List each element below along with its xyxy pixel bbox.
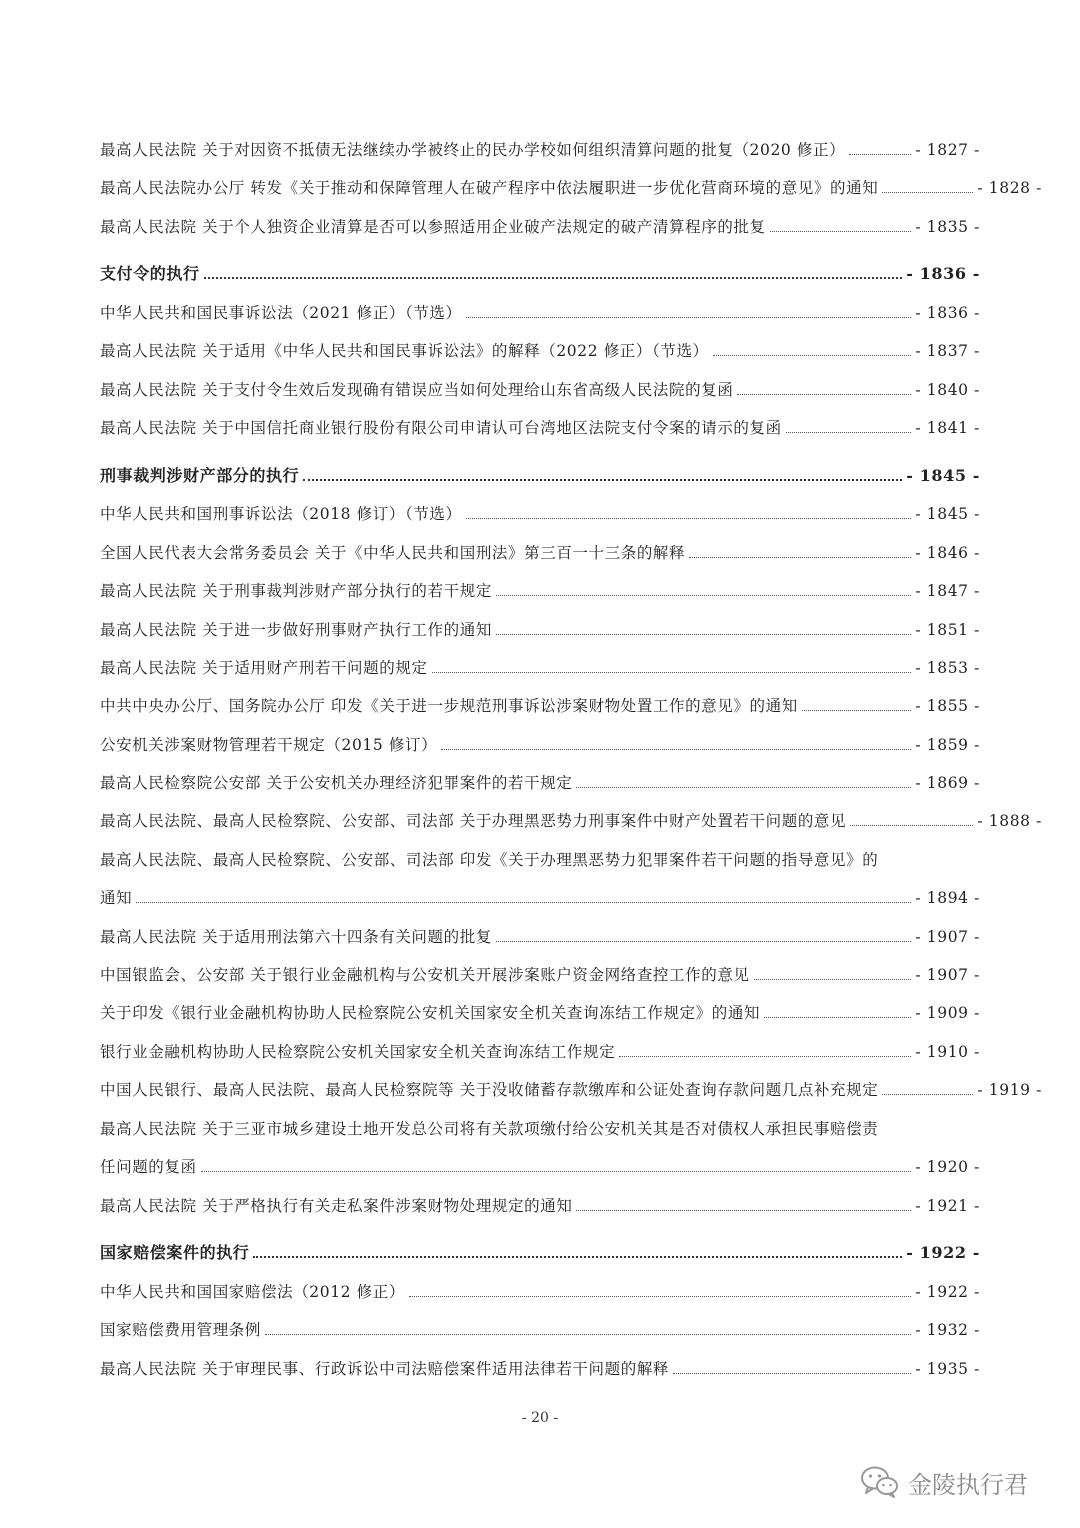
dot-leader [849, 154, 911, 155]
toc-entry[interactable] [100, 767, 980, 793]
dot-leader [713, 355, 912, 356]
toc-entry-continuation[interactable] [100, 1151, 980, 1177]
dot-leader [619, 1056, 911, 1057]
dot-leader [496, 634, 911, 635]
toc-entry[interactable] [100, 1036, 980, 1062]
toc-entry[interactable] [100, 614, 980, 640]
toc-entry-title: 中国人民银行、最高人民法院、最高人民检察院等 关于没收储蓄存款缴库和公证处查询存款问题几点补充规定 [100, 1081, 879, 1099]
toc-entry[interactable] [100, 921, 980, 947]
toc-entry-title: 银行业金融机构协助人民检察院公安机关国家安全机关查询冻结工作规定 [100, 1043, 616, 1061]
toc-entry-title: 中华人民共和国国家赔偿法（2012 修正） [100, 1283, 405, 1301]
toc-entry[interactable] [100, 134, 980, 160]
toc-entry-page: - 1835 - [915, 218, 980, 236]
toc-entry-title: 最高人民法院 关于三亚市城乡建设土地开发总公司将有关款项缴付给公安机关其是否对债权人承担民事赔偿责 [100, 1120, 879, 1138]
toc-entry-page: - 1920 - [915, 1158, 980, 1176]
toc-entry[interactable] [100, 211, 980, 237]
toc-entry[interactable] [100, 412, 980, 438]
toc-entry-title: 最高人民检察院公安部 关于公安机关办理经济犯罪案件的若干规定 [100, 774, 573, 792]
toc-entry-title: 最高人民法院 关于个人独资企业清算是否可以参照适用企业破产法规定的破产清算程序的批复 [100, 218, 766, 236]
page-number: - 20 - [521, 1410, 559, 1426]
dot-leader [265, 1334, 911, 1335]
toc-entry-page: - 1846 - [915, 544, 980, 562]
toc-entry-page: - 1837 - [915, 342, 980, 360]
toc-entry-page: - 1869 - [915, 774, 980, 792]
toc-entry-title: 最高人民法院 关于适用《中华人民共和国民事诉讼法》的解释（2022 修正）（节选） [100, 342, 709, 360]
dot-leader [136, 902, 911, 903]
dot-leader [253, 1256, 902, 1258]
dot-leader [441, 749, 911, 750]
dot-leader [850, 825, 973, 826]
toc-section-title: 刑事裁判涉财产部分的执行 [100, 466, 300, 485]
toc-entry-page: - 1847 - [915, 582, 980, 600]
toc-entry-title: 最高人民法院 关于进一步做好刑事财产执行工作的通知 [100, 621, 492, 639]
wechat-icon [860, 1465, 900, 1499]
toc-entry[interactable] [100, 498, 980, 524]
toc-entry[interactable] [100, 997, 980, 1023]
toc-entry[interactable] [100, 335, 980, 361]
dot-leader [770, 231, 912, 232]
toc-entry-title: 关于印发《银行业金融机构协助人民检察院公安机关国家安全机关查询冻结工作规定》的通知 [100, 1004, 761, 1022]
toc-entry[interactable] [100, 297, 980, 323]
dot-leader [466, 317, 912, 318]
toc-entry-title: 最高人民法院、最高人民检察院、公安部、司法部 印发《关于办理黑恶势力犯罪案件若干问题的指导意见》的 [100, 851, 879, 869]
toc-entry-continuation[interactable] [100, 882, 980, 908]
toc-entry-page: - 1845 - [915, 505, 980, 523]
dot-leader [689, 557, 911, 558]
toc-entry[interactable] [100, 844, 980, 870]
dot-leader [496, 941, 911, 942]
toc-entry-title: 中华人民共和国民事诉讼法（2021 修正）（节选） [100, 304, 462, 322]
toc-entry[interactable] [100, 959, 980, 985]
toc-entry-page: - 1910 - [915, 1043, 980, 1061]
toc-section-page: - 1922 - [906, 1243, 980, 1262]
toc-entry-page: - 1919 - [977, 1081, 1042, 1099]
toc-entry[interactable] [100, 652, 980, 678]
dot-leader [737, 394, 911, 395]
toc-entry-page: - 1859 - [915, 736, 980, 754]
toc-entry[interactable] [100, 575, 980, 601]
toc-entry[interactable] [100, 1353, 980, 1379]
toc-entry-page: - 1853 - [915, 659, 980, 677]
toc-section-title: 支付令的执行 [100, 264, 200, 283]
toc-entry-page: - 1855 - [915, 697, 980, 715]
toc-entry-page: - 1851 - [915, 621, 980, 639]
toc-section-page: - 1836 - [906, 264, 980, 283]
dot-leader [882, 1094, 973, 1095]
toc-entry-title: 中国银监会、公安部 关于银行业金融机构与公安机关开展涉案账户资金网络查控工作的意见 [100, 966, 750, 984]
toc-entry-page: - 1922 - [915, 1283, 980, 1301]
toc-entry-title: 通知 [100, 889, 133, 907]
dot-leader [576, 787, 911, 788]
toc-entry-page: - 1828 - [977, 179, 1042, 197]
toc-entry-page: - 1907 - [915, 928, 980, 946]
toc-entry-title: 最高人民法院 关于支付令生效后发现确有错误应当如何处理给山东省高级人民法院的复函 [100, 381, 734, 399]
toc-entry[interactable] [100, 1276, 980, 1302]
dot-leader [576, 1210, 911, 1211]
dot-leader [303, 479, 902, 481]
dot-leader [764, 1017, 911, 1018]
toc-entry-title: 最高人民法院 关于适用刑法第六十四条有关问题的批复 [100, 928, 492, 946]
toc-entry[interactable] [100, 1113, 980, 1139]
toc-entry-title: 最高人民法院 关于对因资不抵债无法继续办学被终止的民办学校如何组织清算问题的批复（2020 修正） [100, 141, 846, 159]
toc-entry-title: 国家赔偿费用管理条例 [100, 1321, 262, 1339]
toc-entry-page: - 1921 - [915, 1197, 980, 1215]
toc-entry-page: - 1841 - [915, 419, 980, 437]
toc-entry-page: - 1932 - [915, 1321, 980, 1339]
dot-leader [204, 277, 903, 279]
toc-entry-page: - 1909 - [915, 1004, 980, 1022]
dot-leader [409, 1296, 911, 1297]
toc-section-heading[interactable] [100, 1237, 980, 1263]
toc-entry-title: 最高人民法院 关于审理民事、行政诉讼中司法赔偿案件适用法律若干问题的解释 [100, 1360, 670, 1378]
toc-entry-page: - 1935 - [915, 1360, 980, 1378]
toc-entry-title: 中华人民共和国刑事诉讼法（2018 修订）（节选） [100, 505, 462, 523]
toc-entry-title: 最高人民法院、最高人民检察院、公安部、司法部 关于办理黑恶势力刑事案件中财产处置若干问题的意见 [100, 812, 847, 830]
toc-entry-title: 最高人民法院 关于严格执行有关走私案件涉案财物处理规定的通知 [100, 1197, 573, 1215]
toc-entry-title: 最高人民法院办公厅 转发《关于推动和保障管理人在破产程序中依法履职进一步优化营商环境的意见》的通知 [100, 179, 879, 197]
toc-entry[interactable] [100, 1074, 1042, 1100]
toc-entry[interactable] [100, 537, 980, 563]
toc-section-heading[interactable] [100, 258, 980, 284]
toc-entry-title: 最高人民法院 关于适用财产刑若干问题的规定 [100, 659, 428, 677]
toc-entry[interactable] [100, 805, 1042, 831]
watermark [860, 1462, 1028, 1502]
dot-leader [432, 672, 912, 673]
toc-entry-page: - 1836 - [915, 304, 980, 322]
dot-leader [786, 432, 912, 433]
toc-section-page: - 1845 - [906, 466, 980, 485]
toc-entry-page: - 1894 - [915, 889, 980, 907]
toc-entry-title: 中共中央办公厅、国务院办公厅 印发《关于进一步规范刑事诉讼涉案财物处置工作的意见》的通知 [100, 697, 798, 715]
dot-leader [496, 595, 911, 596]
dot-leader [466, 518, 912, 519]
toc-entry[interactable] [100, 690, 980, 716]
dot-leader [802, 710, 912, 711]
toc-entry-page: - 1827 - [915, 141, 980, 159]
toc-entry[interactable] [100, 1190, 980, 1216]
toc-entry-page: - 1888 - [977, 812, 1042, 830]
watermark-text: 金陵执行君 [908, 1470, 1028, 1499]
toc-section-title: 国家赔偿案件的执行 [100, 1243, 250, 1262]
toc-entry[interactable] [100, 374, 980, 400]
toc-entry-title: 最高人民法院 关于刑事裁判涉财产部分执行的若干规定 [100, 582, 492, 600]
toc-entry-title: 任问题的复函 [100, 1158, 197, 1176]
toc-entry-title: 最高人民法院 关于中国信托商业银行股份有限公司申请认可台湾地区法院支付令案的请示的复函 [100, 419, 782, 437]
toc-entry[interactable] [100, 729, 980, 755]
dot-leader [882, 192, 973, 193]
dot-leader [754, 979, 912, 980]
toc-entry-page: - 1840 - [915, 381, 980, 399]
toc-entry-title: 公安机关涉案财物管理若干规定（2015 修订） [100, 736, 438, 754]
toc-entry-page: - 1907 - [915, 966, 980, 984]
toc-entry[interactable] [100, 1314, 980, 1340]
toc-section-heading[interactable] [100, 460, 980, 486]
toc-entry-title: 全国人民代表大会常务委员会 关于《中华人民共和国刑法》第三百一十三条的解释 [100, 544, 686, 562]
dot-leader [673, 1373, 911, 1374]
dot-leader [201, 1171, 912, 1172]
toc-entry[interactable] [100, 172, 1042, 198]
